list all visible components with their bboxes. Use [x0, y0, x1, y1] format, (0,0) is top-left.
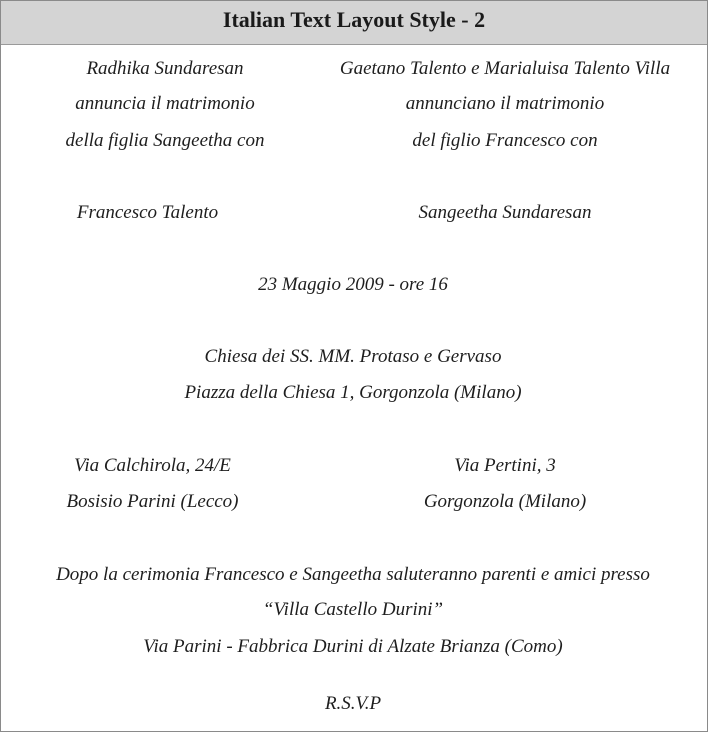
groom-address-street: Via Pertini, 3 — [454, 455, 556, 476]
groom-son-line: del figlio Francesco con — [412, 130, 598, 151]
bride-address-street: Via Calchirola, 24/E — [74, 455, 231, 476]
church-address: Piazza della Chiesa 1, Gorgonzola (Milano) — [184, 382, 522, 403]
groom-parents-name: Gaetano Talento e Marialuisa Talento Villa — [339, 58, 671, 79]
groom-address-city: Gorgonzola (Milano) — [423, 491, 587, 512]
bride-address-city: Bosisio Parini (Lecco) — [66, 491, 239, 512]
reception-intro: Dopo la cerimonia Francesco e Sangeetha saluteranno parenti e amici presso — [56, 564, 650, 585]
bride-parent-name: Radhika Sundaresan — [86, 58, 244, 79]
church-name: Chiesa dei SS. MM. Protaso e Gervaso — [204, 346, 502, 367]
bride-announce-line: annuncia il matrimonio — [75, 93, 255, 114]
left-spouse-name: Francesco Talento — [76, 202, 219, 223]
title-bar — [1, 1, 707, 45]
bride-daughter-line: della figlia Sangeetha con — [65, 130, 265, 151]
right-spouse-name: Sangeetha Sundaresan — [418, 202, 592, 223]
reception-venue: “Villa Castello Durini” — [262, 599, 444, 620]
page-title: Italian Text Layout Style - 2 — [222, 7, 486, 32]
rsvp-label: R.S.V.P — [324, 693, 382, 714]
reception-address: Via Parini - Fabbrica Durini di Alzate Brianza (Como) — [143, 636, 563, 657]
groom-announce-line: annunciano il matrimonio — [405, 93, 605, 114]
wedding-date-time: 23 Maggio 2009 - ore 16 — [258, 274, 448, 295]
